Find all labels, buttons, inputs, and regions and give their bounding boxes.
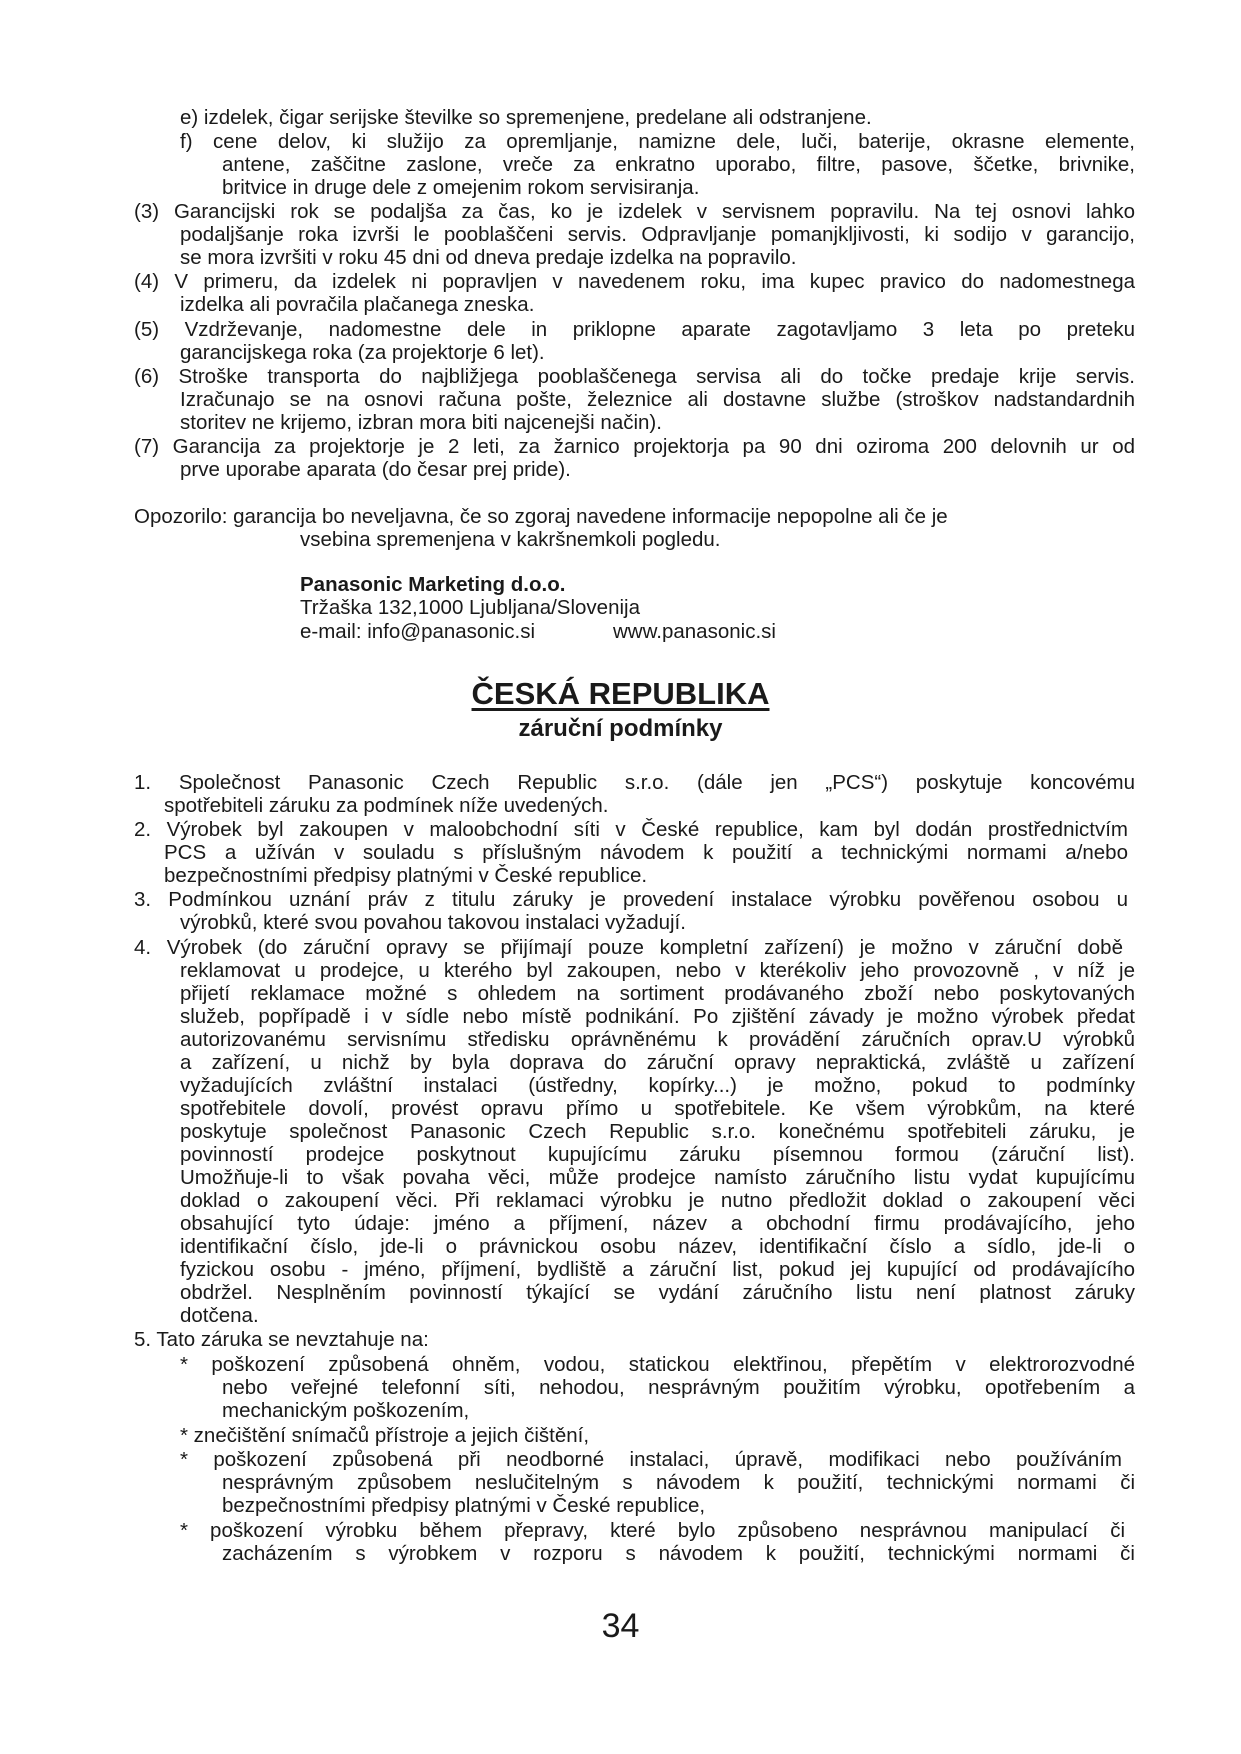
bullet-3-line-1: * poškození způsobená při neodborné instalaci, úpravě, modifikaci nebo používáním xyxy=(180,1448,1122,1471)
item-4-line-5: autorizovanému servisnímu středisku oprávněnému k provádění záručních oprav.U výrobků xyxy=(180,1028,1135,1051)
item-4-line-7: vyžadujících zvláštní instalaci (ústředny, kopírky...) je možno, pokud to podmínky xyxy=(180,1074,1135,1097)
item-2-line-1: 2. Výrobek byl zakoupen v maloobchodní síti v České republice, kam byl dodán prostřednictvím xyxy=(134,818,1128,841)
para-4-line-2: izdelka ali povračila plačanega zneska. xyxy=(180,293,535,316)
item-1-line-2: spotřebiteli záruku za podmínek níže uvedených. xyxy=(164,794,609,817)
item-3-line-2: výrobků, které svou povahou takovou instalaci vyžadují. xyxy=(180,911,686,934)
item-4-line-8: spotřebitele dovolí, provést opravu přímo u spotřebitele. Ke všem výrobkům, na které xyxy=(180,1097,1135,1120)
item-4-line-2: reklamovat u prodejce, u kterého byl zakoupen, nebo v kterékoliv jeho provozovně , v níž je xyxy=(180,959,1135,982)
item-5: 5. Tato záruka se nevztahuje na: xyxy=(134,1328,429,1351)
item-4-line-6: a zařízení, u nichž by byla doprava do záruční opravy nepraktická, zvláště u zařízení xyxy=(180,1051,1135,1074)
bullet-4-line-1: * poškození výrobku během přepravy, které bylo způsobeno nesprávnou manipulací či xyxy=(180,1519,1125,1542)
item-f-line-2: antene, zaščitne zaslone, vreče za enkratno uporabo, filtre, pasove, ščetke, brivnike, xyxy=(222,153,1135,176)
para-6-line-2: Izračunajo se na osnovi računa pošte, železnice ali dostavne službe (stroškov nadstandardnih xyxy=(180,388,1135,411)
para-3-line-2: podaljšanje roka izvrši le pooblaščeni servis. Odpravljanje pomanjkljivosti, ki sodijo v garancijo, xyxy=(180,223,1135,246)
item-4-line-17: dotčena. xyxy=(180,1304,259,1327)
bullet-1-line-1: * poškození způsobená ohněm, vodou, statickou elektřinou, přepětím v elektrorozvodné xyxy=(180,1353,1135,1376)
para-7-line-2: prve uporabe aparata (do česar prej pride). xyxy=(180,458,571,481)
item-4-line-1: 4. Výrobek (do záruční opravy se přijímají pouze kompletní zařízení) je možno v záruční době xyxy=(134,936,1123,959)
item-4-line-12: doklad o zakoupení věci. Při reklamaci výrobku je nutno předložit doklad o zakoupení věci xyxy=(180,1189,1135,1212)
bullet-2: * znečištění snímačů přístroje a jejich čištění, xyxy=(180,1424,590,1447)
section-title xyxy=(0,676,1241,712)
para-7-line-1: (7) Garancija za projektorje je 2 leti, za žarnico projektorja pa 90 dni oziroma 200 delovnih ur od xyxy=(134,435,1135,458)
item-4-line-15: fyzickou osobu - jméno, příjmení, bydliště a záruční list, pokud jej kupující od prodávajícího xyxy=(180,1258,1135,1281)
item-f-line-3: britvice in druge dele z omejenim rokom servisiranja. xyxy=(222,176,700,199)
item-4-line-9: poskytuje společnost Panasonic Czech Republic s.r.o. konečnému spotřebiteli záruku, je xyxy=(180,1120,1135,1143)
item-4-line-4: služeb, popřípadě i v sídle nebo místě podnikání. Po zjištění závady je možno výrobek předat xyxy=(180,1005,1135,1028)
item-4-line-16: obdržel. Nesplněním povinností týkající se vydání záručního listu není platnost záruky xyxy=(180,1281,1135,1304)
item-2-line-3: bezpečnostními předpisy platnými v České republice. xyxy=(164,864,648,887)
para-3-line-1: (3) Garancijski rok se podaljša za čas, ko je izdelek v servisnem popravilu. Na tej osnovi lahko xyxy=(134,200,1135,223)
para-6-line-3: storitev ne krijemo, izbran mora biti najcenejši način). xyxy=(180,411,662,434)
para-5-line-2: garancijskega roka (za projektorje 6 let). xyxy=(180,341,545,364)
item-4-line-3: přijetí reklamace možné s ohledem na sortiment prodávaného zboží nebo poskytovaných xyxy=(180,982,1135,1005)
bullet-1-line-3: mechanickým poškozením, xyxy=(222,1399,470,1422)
section-title-text: ČESKÁ REPUBLIKA xyxy=(471,676,770,711)
bullet-4-line-2: zacházením s výrobkem v rozporu s návodem k použití, technickými normami či xyxy=(222,1542,1135,1565)
company-email: e-mail: info@panasonic.si xyxy=(300,620,536,643)
item-4-line-14: identifikační číslo, jde-li o právnickou osobu název, identifikační číslo a sídlo, jde-li o xyxy=(180,1235,1135,1258)
item-4-line-13: obsahující tyto údaje: jméno a příjmení, název a obchodní firmu prodávajícího, jeho xyxy=(180,1212,1135,1235)
item-4-line-10: povinností prodejce poskytnout kupujícímu záruku písemnou formou (záruční list). xyxy=(180,1143,1135,1166)
item-2-line-2: PCS a užíván v souladu s příslušným návodem k použití a technickými normami a/nebo xyxy=(164,841,1128,864)
para-4-line-1: (4) V primeru, da izdelek ni popravljen v navedenem roku, ima kupec pravico do nadomestnega xyxy=(134,270,1135,293)
item-f-line-1: f) cene delov, ki služijo za opremljanje, namizne dele, luči, baterije, okrasne elemente, xyxy=(180,130,1135,153)
bullet-3-line-3: bezpečnostními předpisy platnými v České republice, xyxy=(222,1494,706,1517)
company-website: www.panasonic.si xyxy=(613,620,776,643)
item-4-line-11: Umožňuje-li to však povaha věci, může prodejce namísto záručního listu vydat kupujícímu xyxy=(180,1166,1135,1189)
section-subtitle: záruční podmínky xyxy=(518,715,723,742)
item-3-line-1: 3. Podmínkou uznání práv z titulu záruky je provedení instalace výrobku pověřenou osobou u xyxy=(134,888,1128,911)
bullet-1-line-2: nebo veřejné telefonní síti, nehodou, nesprávným použitím výrobku, opotřebením a xyxy=(222,1376,1135,1399)
para-5-line-1: (5) Vzdrževanje, nadomestne dele in priklopne aparate zagotavljamo 3 leta po preteku xyxy=(134,318,1135,341)
page-number: 34 xyxy=(601,1607,640,1645)
warning-line-2: vsebina spremenjena v kakršnemkoli pogledu. xyxy=(300,528,721,551)
item-e: e) izdelek, čigar serijske številke so spremenjene, predelane ali odstranjene. xyxy=(180,106,872,129)
para-3-line-3: se mora izvršiti v roku 45 dni od dneva predaje izdelka na popravilo. xyxy=(180,246,797,269)
warning-line-1: Opozorilo: garancija bo neveljavna, če so zgoraj navedene informacije nepopolne ali če je xyxy=(134,505,948,528)
item-1-line-1: 1. Společnost Panasonic Czech Republic s.r.o. (dále jen „PCS“) poskytuje koncovému xyxy=(134,771,1135,794)
para-6-line-1: (6) Stroške transporta do najbližjega pooblaščenega servisa ali do točke predaje krije servis. xyxy=(134,365,1135,388)
company-address: Tržaška 132,1000 Ljubljana/Slovenija xyxy=(300,596,640,619)
company-name: Panasonic Marketing d.o.o. xyxy=(300,573,566,596)
bullet-3-line-2: nesprávným způsobem neslučitelným s návodem k použití, technickými normami či xyxy=(222,1471,1135,1494)
